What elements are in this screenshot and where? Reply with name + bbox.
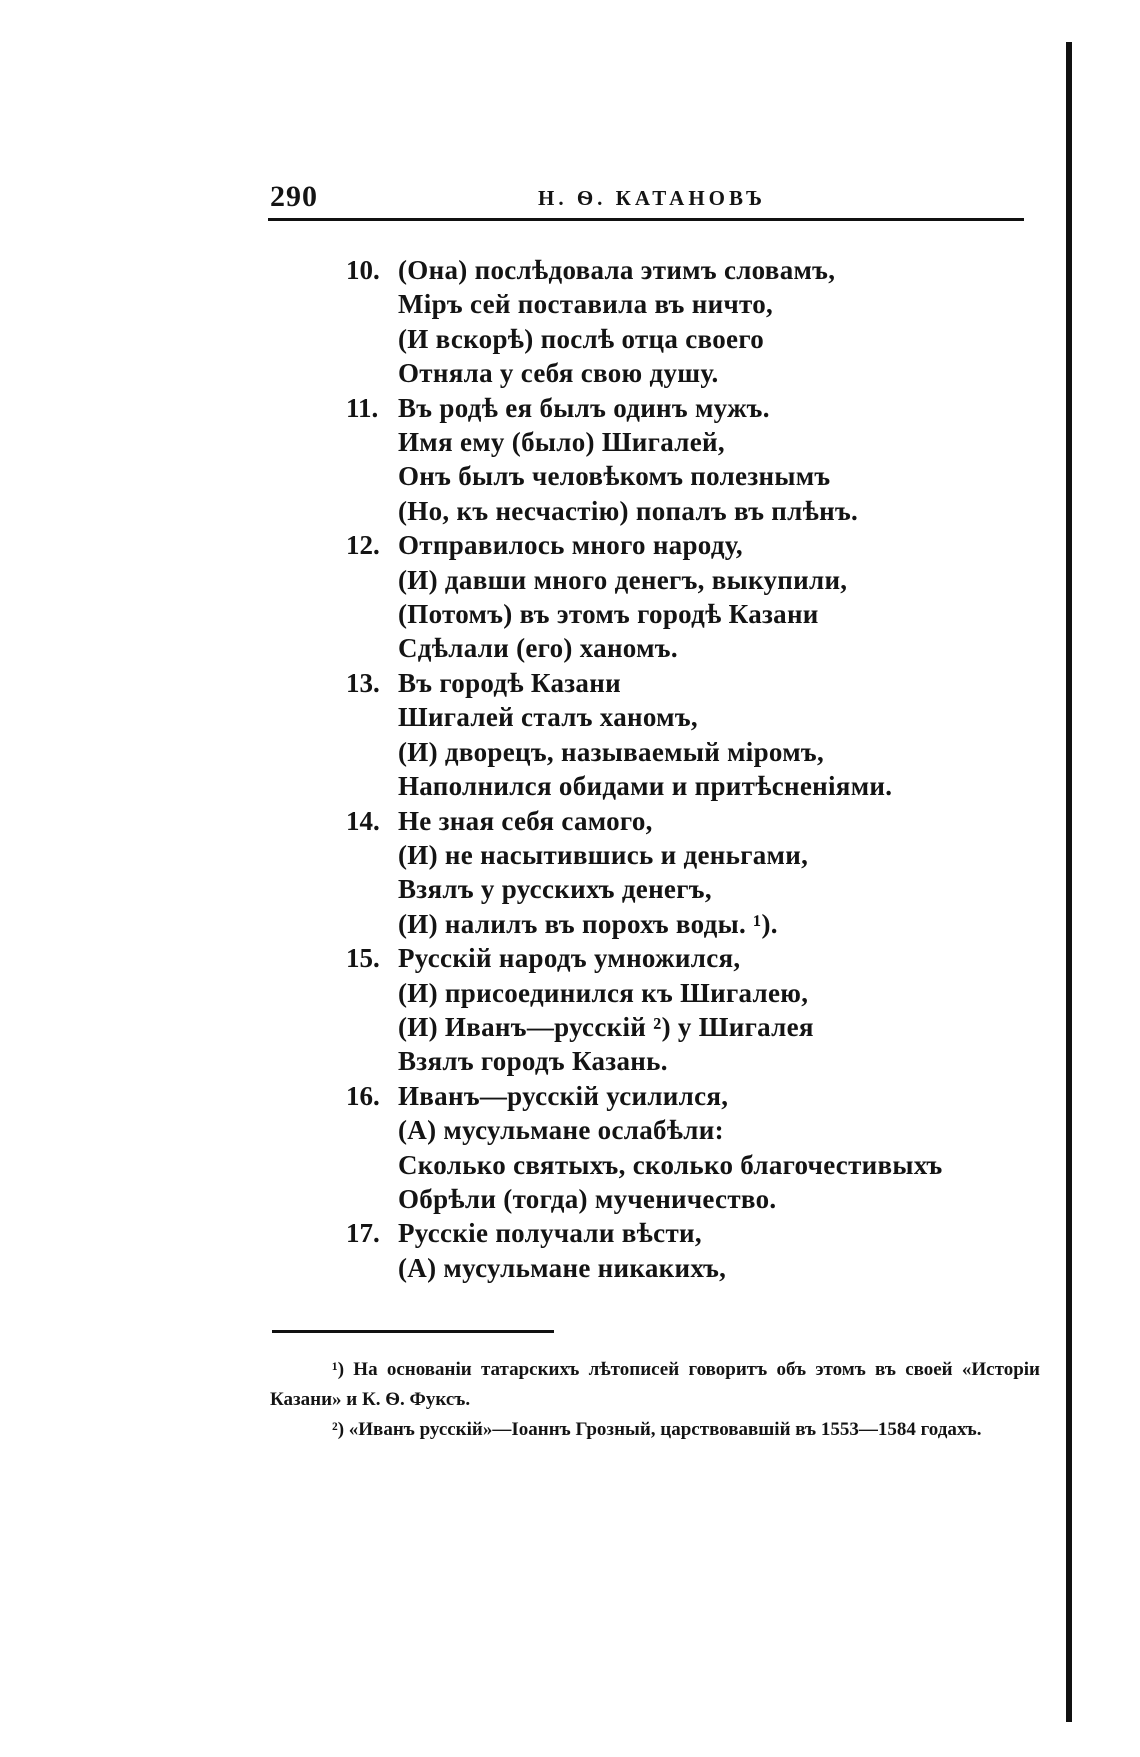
stanza-number: 13. (346, 667, 380, 698)
verse-line: (И) присоединился къ Шигалею, (398, 977, 809, 1008)
stanza (346, 666, 1046, 804)
verse-line: Отправилось много народу, (398, 530, 743, 561)
stanza-number: 17. (346, 1218, 380, 1249)
footnote-divider (272, 1330, 554, 1333)
verse-line: (Она) послѣдовала этимъ словамъ, (398, 255, 836, 285)
page-edge-rule (1066, 42, 1072, 1722)
stanza-number: 10. (346, 255, 380, 285)
footnotes (270, 1355, 1040, 1445)
verse-line: Не зная себя самого, (398, 805, 653, 836)
verse-line: (А) мусульмане ослабѣли: (398, 1115, 724, 1146)
verse-line: (И) давши много денегъ, выкупили, (398, 564, 848, 595)
stanza-lines (398, 528, 1046, 666)
verse-line: (И) Иванъ—русскій ²) у Шигалея (398, 1011, 814, 1042)
page-number: 290 (270, 180, 318, 213)
verse-line: (Но, къ несчастію) попалъ въ плѣнъ. (398, 495, 859, 526)
stanza (346, 253, 1046, 391)
running-title: Н. Ѳ. КАТАНОВЪ (538, 186, 766, 210)
verse-line: Иванъ—русскій усилился, (398, 1080, 729, 1111)
header-divider (268, 218, 1024, 221)
stanza-number: 15. (346, 943, 380, 974)
verse-line: Наполнился обидами и притѣсненіями. (398, 771, 893, 802)
verse-line: Шигалей сталъ ханомъ, (398, 702, 698, 733)
stanza (346, 804, 1046, 942)
verse-line: Міръ сей поставила въ ничто, (398, 289, 774, 320)
stanza-lines (398, 1079, 1046, 1217)
stanza-number: 14. (346, 805, 380, 836)
stanza-number: 11. (346, 392, 379, 423)
verse-line: Сдѣлали (его) ханомъ. (398, 633, 678, 664)
stanza (346, 528, 1046, 666)
footnote: ¹) На основаніи татарскихъ лѣтописей говоритъ объ этомъ въ своей «Исторіи Казани» и К. Ѳ. Фуксъ. (270, 1359, 1040, 1410)
stanza-lines (398, 391, 1046, 529)
verse-line: Въ родѣ ея былъ одинъ мужъ. (398, 392, 770, 423)
stanza-lines (398, 1216, 1046, 1285)
stanza (346, 941, 1046, 1079)
verse-line: (И) не насытившись и деньгами, (398, 839, 809, 870)
stanza-lines (398, 804, 1046, 942)
stanza-number: 12. (346, 530, 380, 561)
stanza (346, 391, 1046, 529)
stanza-lines (398, 253, 1046, 391)
verse-line: Русскій народъ умножился, (398, 943, 741, 974)
verse-line: Взялъ у русскихъ денегъ, (398, 874, 712, 905)
verse-line: Имя ему (было) Шигалей, (398, 427, 725, 458)
stanza (346, 1079, 1046, 1217)
verse-line: (А) мусульмане никакихъ, (398, 1252, 727, 1283)
verse-line: Русскіе получали вѣсти, (398, 1218, 702, 1249)
stanza-lines (398, 941, 1046, 1079)
verse-line: Онъ былъ человѣкомъ полезнымъ (398, 461, 831, 492)
verse-line: (И) дворецъ, называемый міромъ, (398, 736, 824, 767)
stanza-lines (398, 666, 1046, 804)
footnote: ²) «Иванъ русскій»—Іоаннъ Грозный, царствовавшій въ 1553—1584 годахъ. (332, 1419, 982, 1440)
stanza-number: 16. (346, 1080, 380, 1111)
verse-line: (И вскорѣ) послѣ отца своего (398, 323, 765, 354)
verse-line: Взялъ городъ Казань. (398, 1046, 668, 1077)
verse-line: Сколько святыхъ, сколько благочестивыхъ (398, 1149, 943, 1180)
verse-body (346, 253, 1046, 1285)
verse-line: Отняла у себя свою душу. (398, 358, 719, 389)
stanza (346, 1216, 1046, 1285)
verse-line: (Потомъ) въ этомъ городѣ Казани (398, 599, 819, 630)
verse-line: Обрѣли (тогда) мученичество. (398, 1183, 777, 1214)
verse-line: (И) налилъ въ порохъ воды. ¹). (398, 908, 778, 939)
verse-line: Въ городѣ Казани (398, 667, 621, 698)
